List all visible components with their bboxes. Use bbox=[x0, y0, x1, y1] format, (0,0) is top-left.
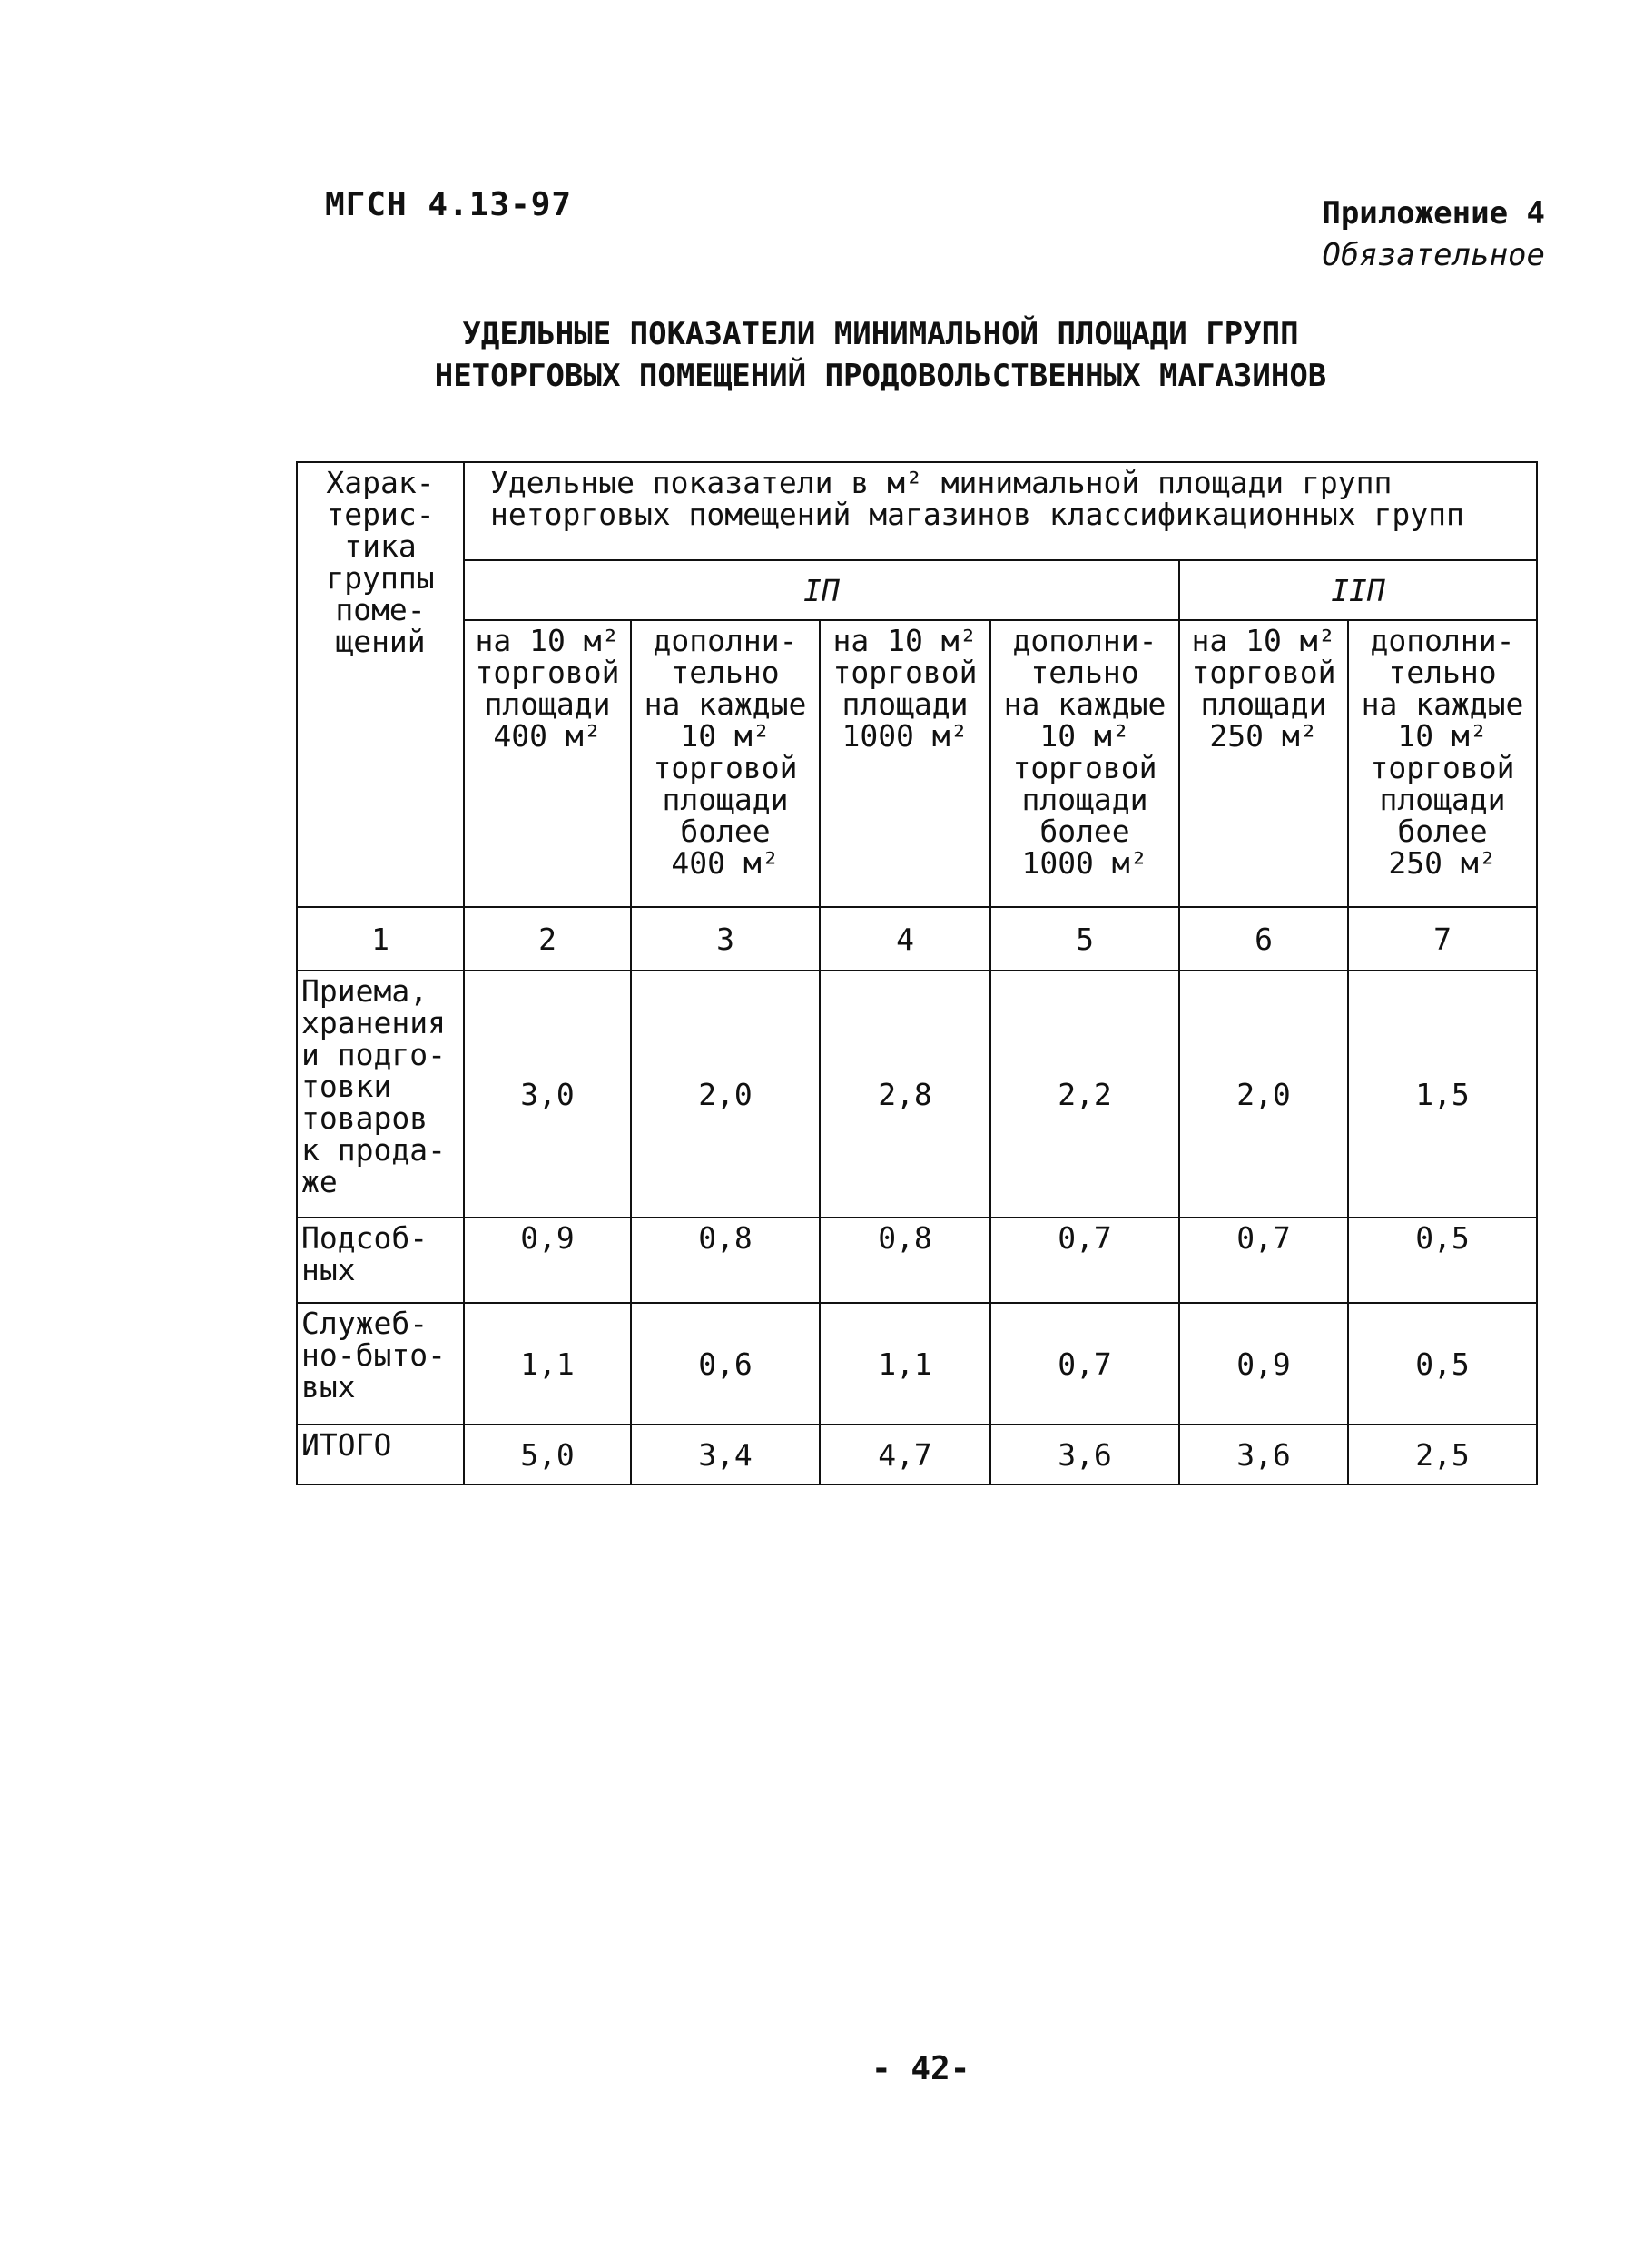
table-cell: 0,9 bbox=[464, 1218, 631, 1303]
table-cell: 0,7 bbox=[990, 1218, 1179, 1303]
table-cell: 0,6 bbox=[631, 1303, 820, 1425]
group-header-1: IП bbox=[464, 560, 1179, 620]
table-cell: 3,6 bbox=[1179, 1425, 1348, 1484]
table-row bbox=[297, 1218, 1537, 1303]
column-numbers-row bbox=[297, 907, 1537, 971]
table-cell: 3,4 bbox=[631, 1425, 820, 1484]
row-label: Служеб- но-быто- вых bbox=[297, 1303, 464, 1425]
table-cell: 2,8 bbox=[820, 971, 990, 1218]
table-cell: 2,2 bbox=[990, 971, 1179, 1218]
sub-header-cell: на 10 м² торговой площади 400 м² bbox=[464, 620, 631, 907]
column-number: 2 bbox=[464, 907, 631, 971]
table-cell: 0,7 bbox=[990, 1303, 1179, 1425]
table-cell: 1,1 bbox=[820, 1303, 990, 1425]
page-title bbox=[345, 313, 1416, 397]
table-cell: 0,9 bbox=[1179, 1303, 1348, 1425]
row-label: ИТОГО bbox=[297, 1425, 464, 1484]
appendix-status: Обязательное bbox=[1322, 237, 1545, 273]
column-number: 6 bbox=[1179, 907, 1348, 971]
row-label: Приема, хранения и подго- товки товаров к прода- же bbox=[297, 971, 464, 1218]
table-cell: 0,5 bbox=[1348, 1218, 1537, 1303]
table-cell: 1,1 bbox=[464, 1303, 631, 1425]
table-cell: 4,7 bbox=[820, 1425, 990, 1484]
row-label: Подсоб- ных bbox=[297, 1218, 464, 1303]
sub-header-cell: на 10 м² торговой площади 250 м² bbox=[1179, 620, 1348, 907]
sub-header-cell: дополни- тельно на каждые 10 м² торговой площади более 400 м² bbox=[631, 620, 820, 907]
table-cell: 2,0 bbox=[1179, 971, 1348, 1218]
column-number: 3 bbox=[631, 907, 820, 971]
column-number: 4 bbox=[820, 907, 990, 971]
title-line-2: НЕТОРГОВЫХ ПОМЕЩЕНИЙ ПРОДОВОЛЬСТВЕННЫХ МАГАЗИНОВ bbox=[434, 358, 1327, 394]
sub-header-cell: на 10 м² торговой площади 1000 м² bbox=[820, 620, 990, 907]
sub-header-cell: дополни- тельно на каждые 10 м² торговой площади более 250 м² bbox=[1348, 620, 1537, 907]
table-row bbox=[297, 1303, 1537, 1425]
table-cell: 3,0 bbox=[464, 971, 631, 1218]
table-cell: 5,0 bbox=[464, 1425, 631, 1484]
table-cell: 2,0 bbox=[631, 971, 820, 1218]
table-cell: 0,8 bbox=[631, 1218, 820, 1303]
table-cell: 0,7 bbox=[1179, 1218, 1348, 1303]
page-number: - 42- bbox=[871, 2050, 970, 2087]
appendix-label: Приложение 4 bbox=[1322, 195, 1545, 232]
table-cell: 0,8 bbox=[820, 1218, 990, 1303]
column-number: 1 bbox=[297, 907, 464, 971]
group-header-2: IIП bbox=[1179, 560, 1537, 620]
table-cell: 2,5 bbox=[1348, 1425, 1537, 1484]
main-header-cell: Удельные показатели в м² минимальной площади групп неторговых помещений магазинов классификационных групп bbox=[464, 462, 1537, 560]
sub-header-cell: дополни- тельно на каждые 10 м² торговой площади более 1000 м² bbox=[990, 620, 1179, 907]
total-row bbox=[297, 1425, 1537, 1484]
column-number: 7 bbox=[1348, 907, 1537, 971]
appendix-block bbox=[1322, 195, 1545, 273]
table-cell: 1,5 bbox=[1348, 971, 1537, 1218]
norms-table bbox=[296, 461, 1538, 1485]
table-row bbox=[297, 971, 1537, 1218]
table-cell: 0,5 bbox=[1348, 1303, 1537, 1425]
column-number: 5 bbox=[990, 907, 1179, 971]
document-code: МГСН 4.13-97 bbox=[325, 186, 573, 223]
table-cell: 3,6 bbox=[990, 1425, 1179, 1484]
title-line-1: УДЕЛЬНЫЕ ПОКАЗАТЕЛИ МИНИМАЛЬНОЙ ПЛОЩАДИ ГРУПП bbox=[462, 316, 1299, 352]
row-header-cell: Харак- терис- тика группы поме- щений bbox=[297, 462, 464, 907]
